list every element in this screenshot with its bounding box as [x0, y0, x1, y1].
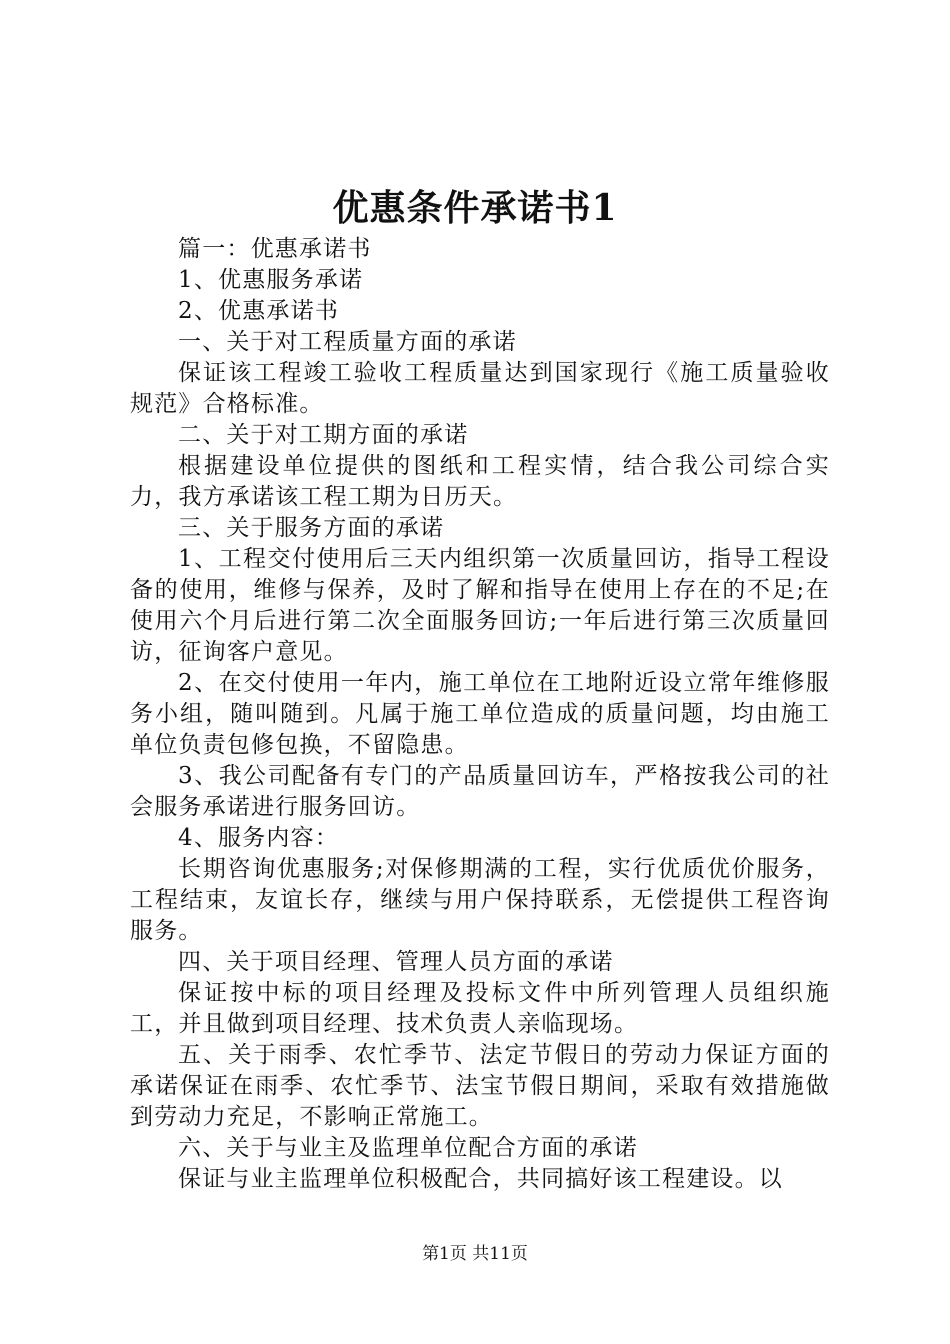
- paragraph: 四、关于项目经理、管理人员方面的承诺: [178, 949, 614, 975]
- paragraph: 五、关于雨季、农忙季节、法定节假日的劳动力保证方面的承诺保证在雨季、农忙季节、法宝节假日期间，采取有效措施做到劳动力充足，不影响正常施工。: [130, 1042, 830, 1130]
- paragraph: 2、在交付使用一年内，施工单位在工地附近设立常年维修服务小组，随叫随到。凡属于施工单位造成的质量问题，均由施工单位负责包修包换，不留隐患。: [130, 670, 830, 758]
- paragraph: 保证与业主监理单位积极配合，共同搞好该工程建设。以: [178, 1166, 783, 1192]
- paragraph: 长期咨询优惠服务;对保修期满的工程，实行优质优价服务，工程结束，友谊长存，继续与用户保持联系，无偿提供工程咨询服务。: [130, 856, 830, 944]
- paragraph: 二、关于对工期方面的承诺: [178, 422, 469, 448]
- document-title: 优惠条件承诺书1: [332, 187, 618, 229]
- paragraph: 2、优惠承诺书: [178, 298, 340, 324]
- document-body: [130, 234, 830, 1195]
- page-number-footer: 第1页 共11页: [422, 1244, 528, 1264]
- paragraph: 1、优惠服务承诺: [178, 267, 364, 293]
- paragraph: 1、工程交付使用后三天内组织第一次质量回访，指导工程设备的使用，维修与保养，及时了解和指导在使用上存在的不足;在使用六个月后进行第二次全面服务回访;一年后进行第三次质量回访，征询客户意见。: [130, 546, 830, 665]
- paragraph: 保证该工程竣工验收工程质量达到国家现行《施工质量验收规范》合格标准。: [130, 360, 830, 417]
- paragraph: 3、我公司配备有专门的产品质量回访车，严格按我公司的社会服务承诺进行服务回访。: [130, 763, 830, 820]
- paragraph: 4、服务内容：: [178, 825, 340, 851]
- paragraph: 篇一：优惠承诺书: [178, 236, 372, 262]
- paragraph: 保证按中标的项目经理及投标文件中所列管理人员组织施工，并且做到项目经理、技术负责人亲临现场。: [130, 980, 830, 1037]
- paragraph: 三、关于服务方面的承诺: [178, 515, 445, 541]
- paragraph: 六、关于与业主及监理单位配合方面的承诺: [178, 1135, 638, 1161]
- paragraph: 一、关于对工程质量方面的承诺: [178, 329, 517, 355]
- paragraph: 根据建设单位提供的图纸和工程实情，结合我公司综合实力，我方承诺该工程工期为日历天。: [130, 453, 830, 510]
